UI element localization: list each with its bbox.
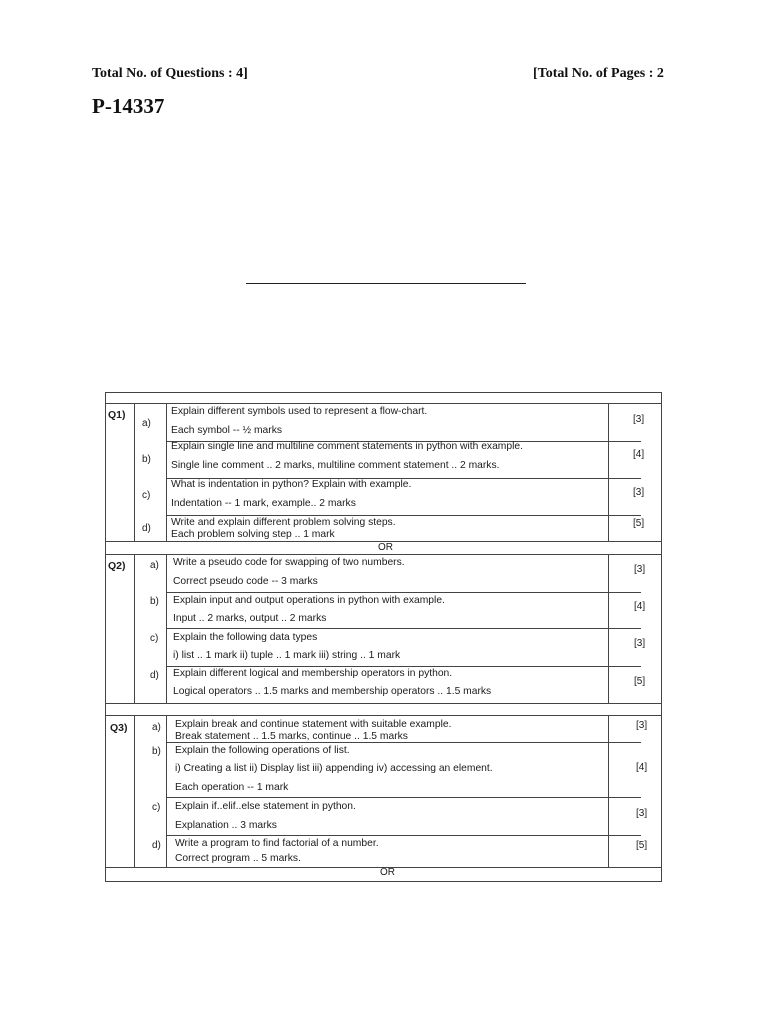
marking-scheme-text: Single line comment .. 2 marks, multiline comment statement .. 2 marks. xyxy=(171,460,500,471)
paper-code: P-14337 xyxy=(92,94,165,118)
question-number: Q2) xyxy=(108,560,126,572)
part-label: d) xyxy=(152,840,161,851)
marking-scheme-text: i) list .. 1 mark ii) tuple .. 1 mark iii) string .. 1 mark xyxy=(173,650,401,661)
table-rule xyxy=(166,515,641,516)
marks-value: [4] xyxy=(633,449,645,460)
marks-value: [3] xyxy=(633,487,645,498)
table-rule xyxy=(166,592,641,593)
part-label: c) xyxy=(150,633,159,644)
part-label: c) xyxy=(142,490,151,501)
question-number: Q1) xyxy=(108,409,126,421)
question-column-rule xyxy=(134,403,135,541)
part-column-rule xyxy=(166,403,167,541)
table-rule xyxy=(105,403,662,404)
table-rule xyxy=(166,628,641,629)
question-text: Write a program to find factorial of a number. xyxy=(175,838,379,849)
question-text: Explain break and continue statement with suitable example. xyxy=(175,719,452,730)
marks-value: [3] xyxy=(634,638,646,649)
question-text: Explain single line and multiline comment statements in python with example. xyxy=(171,441,523,452)
marking-scheme-table xyxy=(100,390,666,884)
marks-column-rule xyxy=(608,403,609,541)
part-column-rule xyxy=(166,554,167,703)
marking-scheme-text: Correct program .. 5 marks. xyxy=(175,853,301,864)
part-label: c) xyxy=(152,802,161,813)
marks-value: [4] xyxy=(634,601,646,612)
or-divider: OR xyxy=(378,542,393,553)
table-rule xyxy=(166,797,641,798)
marks-column-rule xyxy=(608,715,609,867)
table-rule xyxy=(105,703,662,704)
part-label: a) xyxy=(142,418,151,429)
question-column-rule xyxy=(134,715,135,867)
marking-scheme-text: i) Creating a list ii) Display list iii) appending iv) accessing an element. xyxy=(175,763,493,774)
marking-scheme-text: Logical operators .. 1.5 marks and membership operators .. 1.5 marks xyxy=(173,686,492,697)
table-rule xyxy=(105,554,662,555)
table-border-bottom xyxy=(105,881,662,882)
part-column-rule xyxy=(166,715,167,867)
or-divider: OR xyxy=(380,867,395,878)
part-label: a) xyxy=(152,722,161,733)
marking-scheme-text: Each symbol -- ½ marks xyxy=(171,425,283,436)
part-label: b) xyxy=(150,596,159,607)
part-label: a) xyxy=(150,560,159,571)
marking-scheme-text: Input .. 2 marks, output .. 2 marks xyxy=(173,613,327,624)
total-questions: Total No. of Questions : 4] xyxy=(92,66,248,81)
question-text: Explain the following data types xyxy=(173,632,318,643)
marks-value: [3] xyxy=(636,808,648,819)
marks-value: [3] xyxy=(633,414,645,425)
marking-scheme-text: Indentation -- 1 mark, example.. 2 marks xyxy=(171,498,356,509)
marking-scheme-text: Each operation -- 1 mark xyxy=(175,782,289,793)
part-label: d) xyxy=(142,523,151,534)
part-label: d) xyxy=(150,670,159,681)
marks-column-rule xyxy=(608,554,609,703)
marks-value: [3] xyxy=(636,720,648,731)
total-pages: [Total No. of Pages : 2 xyxy=(533,66,664,81)
table-rule xyxy=(166,666,641,667)
marking-scheme-text: Break statement .. 1.5 marks, continue .. 1.5 marks xyxy=(175,731,408,742)
question-text: Explain the following operations of list. xyxy=(175,745,350,756)
marks-value: [5] xyxy=(636,840,648,851)
question-text: Explain different symbols used to represent a flow-chart. xyxy=(171,406,428,417)
question-column-rule xyxy=(134,554,135,703)
question-text: Explain input and output operations in python with example. xyxy=(173,595,445,606)
table-rule xyxy=(166,835,641,836)
marks-value: [5] xyxy=(633,518,645,529)
part-label: b) xyxy=(142,454,151,465)
table-border-right xyxy=(661,392,662,881)
marking-scheme-text: Correct pseudo code -- 3 marks xyxy=(173,576,318,587)
part-label: b) xyxy=(152,746,161,757)
table-border-top xyxy=(105,392,662,393)
question-text: Explain different logical and membership operators in python. xyxy=(173,668,453,679)
question-text: Write and explain different problem solving steps. xyxy=(171,517,396,528)
table-rule xyxy=(105,715,662,716)
question-text: Explain if..elif..else statement in python. xyxy=(175,801,356,812)
marking-scheme-text: Each problem solving step .. 1 mark xyxy=(171,529,335,540)
marks-value: [3] xyxy=(634,564,646,575)
table-border-left xyxy=(105,392,106,881)
question-text: What is indentation in python? Explain with example. xyxy=(171,479,412,490)
table-rule xyxy=(166,742,641,743)
question-number: Q3) xyxy=(110,722,128,734)
separator-rule xyxy=(246,283,526,284)
marking-scheme-text: Explanation .. 3 marks xyxy=(175,820,277,831)
marks-value: [4] xyxy=(636,762,648,773)
marks-value: [5] xyxy=(634,676,646,687)
question-text: Write a pseudo code for swapping of two numbers. xyxy=(173,557,405,568)
